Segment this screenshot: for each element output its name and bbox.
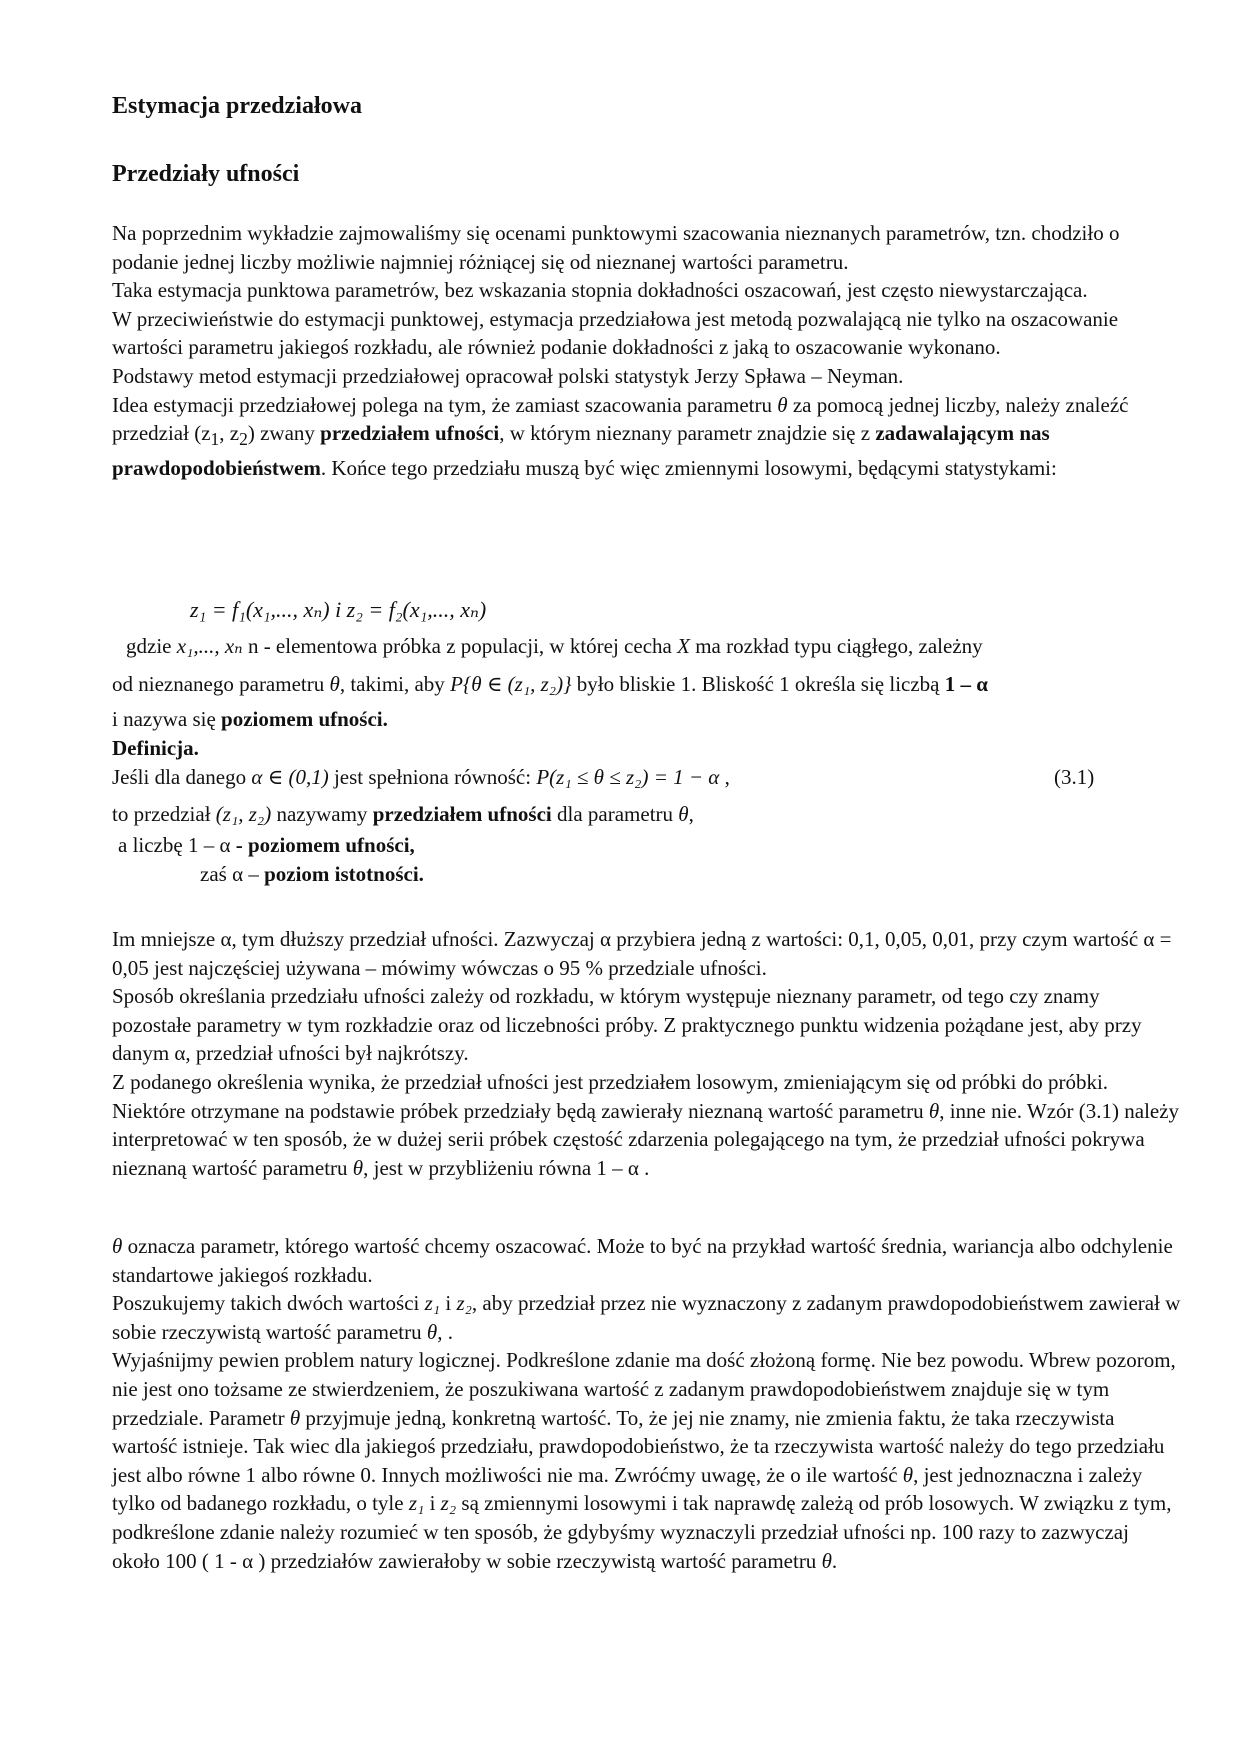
definition-equation: P(z₁ ≤ θ ≤ z₂) = 1 − α [536,765,720,789]
intro-paragraph-3: W przeciwieństwie do estymacji punktowej, estymacja przedziałowa jest metodą pozwalającą nie tylko na oszacowanie wartości parametru jakiegoś rozkładu, ale również podanie dokładności z jaką to oszacowanie wykonano. [112,306,1119,360]
to-text-c: dla parametru [551,802,679,826]
interp2-text-d: , . [437,1319,453,1344]
theta-symbol: θ [329,672,340,696]
equation-number: (3.1) [1054,765,1095,789]
idea-text-d: ) zwany [247,421,321,446]
interp3-text-e: są zmiennymi losowymi i tak naprawdę zależą od prób losowych. W związku z tym, podkreślone zdanie należy rozumieć w ten sposób, że gdybyśmy wyznaczyli przedział ufności np. 100 razy to zazwyczaj około 100 ( 1 - α ) przedziałów zawierałoby w sobie rzeczywistą wartość parametru [112,1491,1172,1573]
theta-symbol: θ [352,1155,364,1180]
alpha-range: α ∈ (0,1) [251,765,329,789]
interp3-text-a: Wyjaśnijmy pewien problem natury logicznej. Podkreślone zdanie ma dość złożoną formę. Nie bez powodu. Wbrew pozorom, nie jest ono tożsame ze stwierdzeniem, że poszukiwana wartość z zadanym prawdopodobieństwem znajduje się w tym przedziale. Parametr [112,1348,1176,1430]
to-bold: przedziałem ufności [372,802,552,826]
where-line [126,632,1186,661]
theta-symbol: θ [112,1234,123,1258]
idea-bold-2: zadawalającym nas prawdopodobieństwem [112,421,1050,480]
zas-bold: poziom istotności. [264,862,424,886]
cond-text-b: jest spełniona równość: [328,765,537,789]
intro-section [112,219,1182,483]
theta-symbol: θ [678,802,689,826]
interp3-text-f: . [831,1548,838,1573]
theta-symbol: θ [928,1098,940,1123]
statistics-formula: z₁ = f₁(x₁,..., xₙ) i z₂ = f₂(x₁,..., xₙ) [190,597,487,622]
theta-symbol: θ [777,392,788,417]
interpretation-paragraph-2 [112,1289,1182,1346]
probability-expression: P{θ ∈ (z₁, z₂)} [450,672,572,696]
definition-significance-line [200,860,424,889]
interp1-text: oznacza parametr, którego wartość chcemy oszacować. Może to być na przykład wartość średnia, wariancja albo odchylenie standartowe jakiegoś rozkładu. [112,1234,1173,1287]
discussion-paragraph-1: Im mniejsze α, tym dłuższy przedział ufności. Zazwyczaj α przybiera jedną z wartości: 0,1, 0,05, 0,01, przy czym wartość α = 0,05 jest najczęściej używana – mówimy wówczas o 95 % przedziale ufności. [112,927,1172,980]
interp2-text-c: , aby przedział przez nie wyznaczony z zadanym prawdopodobieństwem zawierał w sobie rzeczywistą wartość parametru [112,1291,1181,1344]
intro-paragraph-4: Podstawy metod estymacji przedziałowej opracował polski statystyk Jerzy Spława – Neyman. [112,363,904,388]
idea-text-c: , z [219,421,240,446]
theta-symbol: θ [821,1548,832,1573]
intro-paragraph-1: Na poprzednim wykładzie zajmowaliśmy się ocenami punktowymi szacowania nieznanych parametrów, tzn. chodziło o podanie jednej liczby możliwie najmniej różniącej się od nieznanej wartości parametru. [112,221,1120,274]
discussion-section [112,925,1182,1182]
z2-symbol: z₂ [440,1491,457,1516]
zas-text: zaś α – [200,862,265,886]
idea-text-a: Idea estymacji przedziałowej polega na tym, że zamiast szacowania parametru [112,392,778,417]
probability-line [112,670,1182,699]
intro-paragraph-2: Taka estymacja punktowa parametrów, bez wskazania stopnia dokładności oszacowań, jest często niewystarczająca. [112,278,1088,303]
definition-confidence-line [118,831,415,860]
disc3-text-a: Z podanego określenia wynika, że przedział ufności jest przedziałem losowym, zmieniającym się od próbki do próbki. Niektóre otrzymane na podstawie próbek przedziały będą zawierały nieznaną wartość parametru [112,1069,1109,1123]
idea-bold-1: przedziałem ufności [320,421,500,446]
prob-text-b: , takimi, aby [339,672,451,696]
x-symbol: X [677,634,690,658]
z1-symbol: z₁ [408,1491,425,1516]
definition-condition [112,763,1182,792]
disc3-text-b: , inne nie. Wzór (3.1) należy interpretować w ten sposób, że w dużej serii próbek częstość zdarzenia polegającego na tym, że przedział ufności pokrywa nieznaną wartość parametru [112,1098,1180,1180]
prob-text-a: od nieznanego parametru [112,672,330,696]
conf-bold: poziomem ufności. [221,707,388,731]
confidence-level-line [112,705,1182,734]
interval-symbol: (z₁, z₂) [215,802,272,826]
sample-symbol: x₁,..., xₙ [176,634,243,658]
document-title: Estymacja przedziałowa [112,93,362,119]
cond-text-a: Jeśli dla danego [112,765,252,789]
theta-symbol: θ [902,1462,914,1487]
z2-symbol: z₂ [456,1291,472,1316]
where-text-a: gdzie [126,634,177,658]
interpretation-section [112,1232,1182,1575]
conf-text-a: i nazywa się [112,707,222,731]
discussion-paragraph-3 [112,1068,1182,1182]
interp2-text-a: Poszukujemy takich dwóch wartości [112,1291,425,1316]
idea-text-b: za pomocą jednej liczby, należy znaleźć przedział (z [112,392,1129,446]
z1-symbol: z₁ [424,1291,441,1316]
interp2-text-b: i [440,1291,457,1316]
to-text-b: nazywamy [271,802,373,826]
interpretation-paragraph-1 [112,1232,1182,1289]
prob-text-c: było bliskie 1. Bliskość 1 określa się liczbą [571,672,945,696]
confidence-level-symbol: 1 – α [944,672,988,696]
idea-paragraph: Idea estymacji przedziałowej polega na tym, że zamiast szacowania parametru θ za pomocą jednej liczby, należy znaleźć przedział ($z_1$, $z_2$) zwany przedziałem ufności, w którym nieznany parametr znajdzie się z zadawalającym nas prawdopodobieństwem. Końce tego przedziału muszą być więc zmiennymi losowymi, będącymi statystykami: [112,392,1129,480]
where-text-b: n - elementowa próbka z populacji, w której cecha [242,634,678,658]
disc3-text-c: , jest w przybliżeniu równa 1 – α . [363,1155,650,1180]
idea-text-f: . Końce tego przedziału muszą być więc zmiennymi losowymi, będącymi statystykami: [320,455,1057,480]
section-heading: Przedziały ufności [112,161,300,187]
idea-text-e: , w którym nieznany parametr znajdzie się z [499,421,876,446]
discussion-paragraph-2: Sposób określania przedziału ufności zależy od rozkładu, w którym występuje nieznany parametr, od tego czy znamy pozostałe parametry w tym rozkładzie oraz od liczebności próby. Z praktycznego punktu widzenia pożądane jest, aby przy danym α, przedział ufności był najkrótszy. [112,984,1142,1066]
interp3-text-d: i [424,1491,441,1516]
interpretation-paragraph-3 [112,1346,1182,1575]
definition-interval-line: to przedział (z₁, z₂) nazywamy przedziałem ufności dla parametru θ, [112,802,694,826]
where-text-c: ma rozkład typu ciągłego, zależny [689,634,983,658]
to-text-a: to przedział [112,802,216,826]
lic-text: a liczbę 1 – α [118,833,236,857]
theta-symbol: θ [289,1405,301,1430]
interp3-text-c: , jest jednoznaczna i zależy tylko od badanego rozkładu, o tyle [112,1462,1143,1516]
interp3-text-b: przyjmuje jedną, konkretną wartość. To, że jej nie znamy, nie zmienia faktu, że taka rzeczywista wartość istnieje. Tak wiec dla jakiegoś przedziału, prawdopodobieństwo, że ta rzeczywista wartość należy do tego przedziału jest albo równe 1 albo równe 0. Innych możliwości nie ma. Zwróćmy uwagę, że o ile wartość [112,1405,1165,1487]
cond-text-c: , [719,765,730,789]
theta-symbol: θ [426,1319,438,1344]
lic-bold: - poziomem ufności, [235,833,415,857]
definition-label: Definicja. [112,736,199,760]
